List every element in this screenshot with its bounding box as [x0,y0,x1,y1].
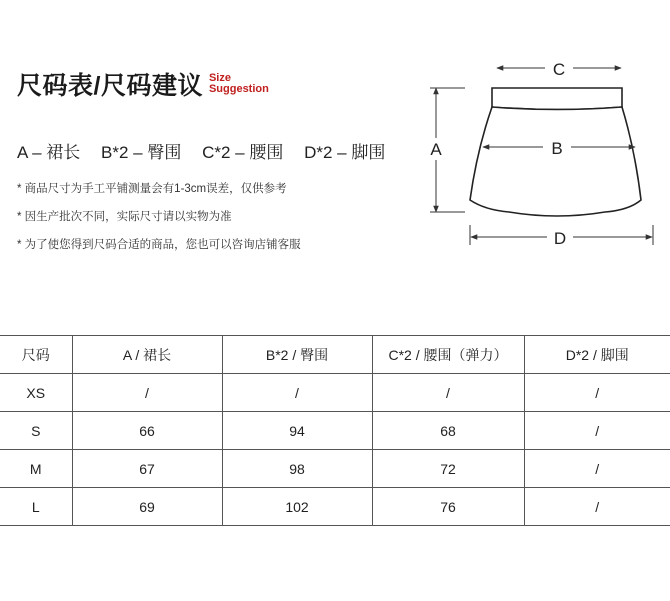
dimension-d-label: D [553,229,567,248]
table-cell: 68 [372,412,524,450]
note-item: * 为了使您得到尺码合适的商品，您也可以咨询店铺客服 [17,239,301,251]
legend-item-a: A – 裙长 [17,143,81,162]
table-cell: XS [0,374,72,412]
table-cell: 66 [72,412,222,450]
dimension-b-label: B [551,139,563,158]
table-cell: 76 [372,488,524,526]
dimension-a-label: A [430,140,442,159]
table-cell: / [222,374,372,412]
table-row [0,488,670,526]
size-table [0,335,670,526]
table-cell: 102 [222,488,372,526]
table-cell: 98 [222,450,372,488]
table-cell: L [0,488,72,526]
title-english [209,73,269,95]
table-cell: / [524,412,670,450]
table-row [0,374,670,412]
title-chinese: 尺码表/尺码建议 [17,72,203,100]
skirt-diagram [425,50,665,255]
legend-item-c: C*2 – 腰围 [202,143,284,162]
table-cell: / [372,374,524,412]
legend-item-b: B*2 – 臀围 [101,143,182,162]
table-header-cell: B*2 / 臀围 [222,336,372,374]
table-cell: 94 [222,412,372,450]
table-cell: 72 [372,450,524,488]
table-header-cell: C*2 / 腰围（弹力） [372,336,524,374]
skirt-waistband [492,88,622,110]
table-header-cell: D*2 / 脚围 [524,336,670,374]
table-cell: / [524,488,670,526]
table-cell: S [0,412,72,450]
table-cell: / [72,374,222,412]
table-cell: / [524,374,670,412]
table-header-cell: A / 裙长 [72,336,222,374]
table-cell: / [524,450,670,488]
skirt-body [470,107,641,216]
table-header-row [0,336,670,374]
legend-item-d: D*2 – 脚围 [304,143,386,162]
title-english-line1: Size [208,72,231,84]
table-row [0,450,670,488]
notes-list [17,180,301,264]
measurement-legend [17,138,401,163]
note-item: * 因生产批次不同，实际尺寸请以实物为准 [17,211,232,223]
note-item: * 商品尺寸为手工平铺测量会有1-3cm误差，仅供参考 [17,183,287,195]
table-row [0,412,670,450]
table-cell: M [0,450,72,488]
dimension-c-label: C [552,60,566,79]
table-cell: 67 [72,450,222,488]
table-cell: 69 [72,488,222,526]
title-english-line2: Suggestion [208,83,269,95]
table-header-cell: 尺码 [0,336,72,374]
page-title [17,66,269,102]
